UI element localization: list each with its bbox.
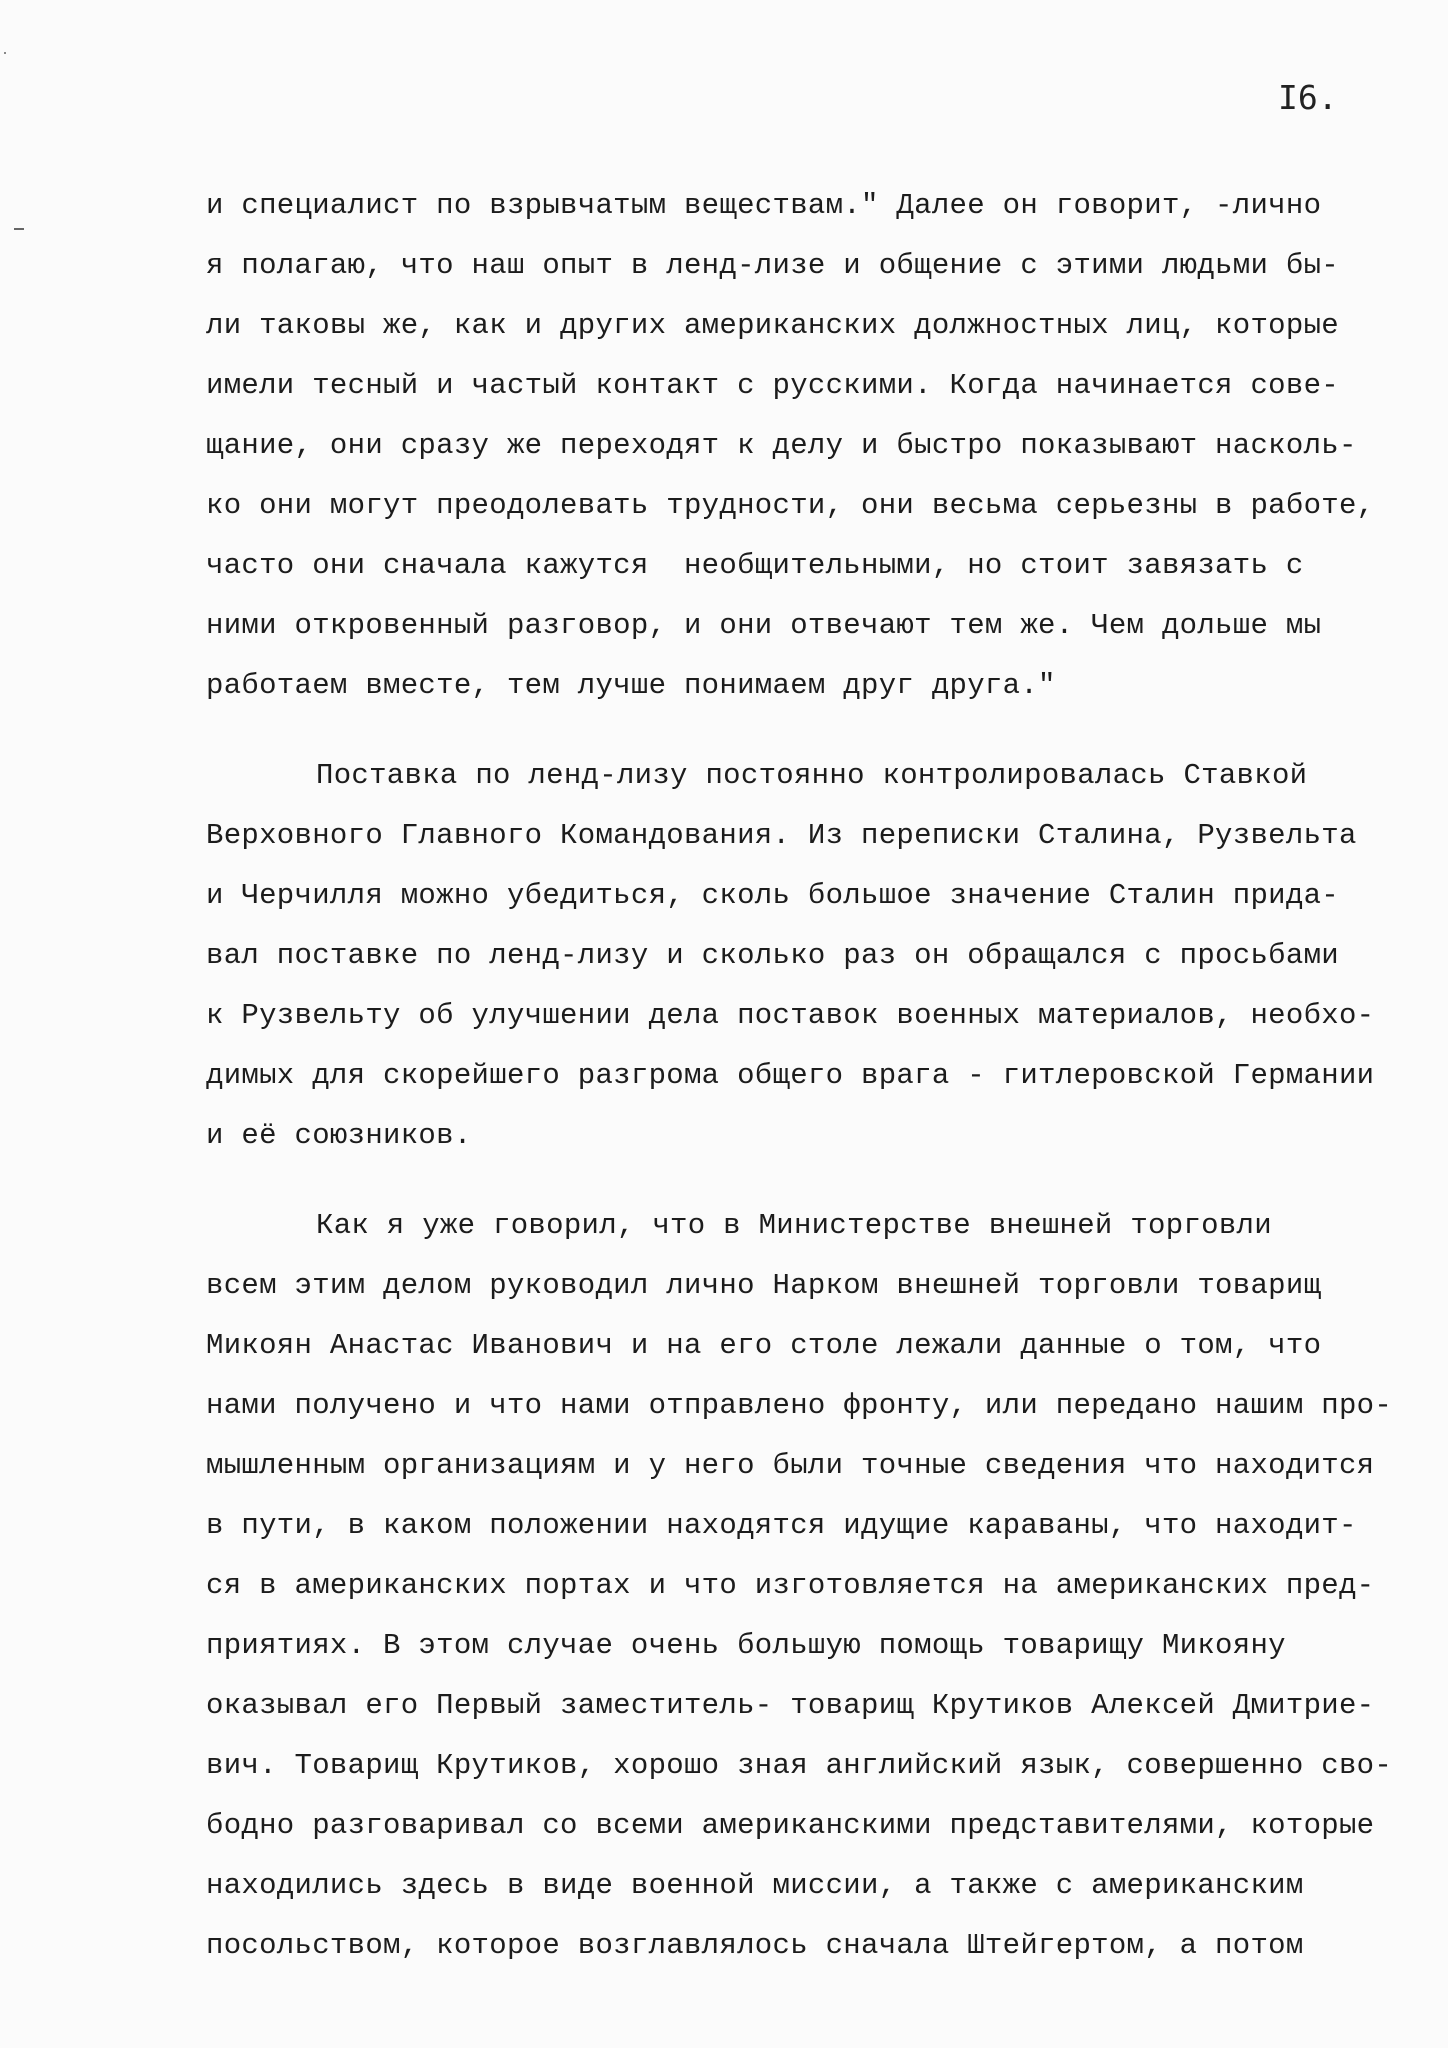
text-line: ли таковы же, как и других американских должностных лиц, которые [206, 309, 1339, 342]
text-line: ся в американских портах и что изготовляется на американских пред- [206, 1569, 1375, 1602]
margin-dot-mark [4, 52, 6, 54]
text-line: я полагаю, что наш опыт в ленд-лизе и общение с этими людьми бы- [206, 249, 1339, 282]
margin-dash-mark [14, 228, 24, 230]
text-line: Как я уже говорил, что в Министерстве внешней торговли [316, 1209, 1272, 1242]
text-line: вал поставке по ленд-лизу и сколько раз он обращался с просьбами [206, 939, 1339, 972]
text-line: и её союзников. [206, 1119, 472, 1152]
paragraph-2 [206, 746, 1436, 1166]
paragraph-1 [206, 176, 1436, 716]
text-line: и Черчилля можно убедиться, сколь большое значение Сталин прида- [206, 879, 1339, 912]
text-line: в пути, в каком положении находятся идущие караваны, что находит- [206, 1509, 1357, 1542]
text-line: щание, они сразу же переходят к делу и быстро показывают насколь- [206, 429, 1357, 462]
text-line: нами получено и что нами отправлено фронту, или передано нашим про- [206, 1389, 1393, 1422]
text-line: димых для скорейшего разгрома общего врага - гитлеровской Германии [206, 1059, 1375, 1092]
text-line: посольством, которое возглавлялось сначала Штейгертом, а потом [206, 1929, 1304, 1962]
text-line: имели тесный и частый контакт с русскими. Когда начинается сове- [206, 369, 1339, 402]
text-line: и специалист по взрывчатым веществам." Далее он говорит, -лично [206, 189, 1322, 222]
paragraph-gap [206, 716, 1436, 746]
text-line: находились здесь в виде военной миссии, а также с американским [206, 1869, 1304, 1902]
text-line: приятиях. В этом случае очень большую помощь товарищу Микояну [206, 1629, 1286, 1662]
text-line: мышленным организациям и у него были точные сведения что находится [206, 1449, 1375, 1482]
text-line: всем этим делом руководил лично Нарком внешней торговли товарищ [206, 1269, 1322, 1302]
text-line: Поставка по ленд-лизу постоянно контролировалась Ставкой [316, 759, 1308, 792]
text-line: часто они сначала кажутся необщительными, но стоит завязать с [206, 549, 1304, 582]
paragraph-3 [206, 1196, 1436, 1976]
text-line: к Рузвельту об улучшении дела поставок военных материалов, необхо- [206, 999, 1375, 1032]
text-line: ними откровенный разговор, и они отвечают тем же. Чем дольше мы [206, 609, 1322, 642]
text-line: бодно разговаривал со всеми американскими представителями, которые [206, 1809, 1375, 1842]
text-line: вич. Товарищ Крутиков, хорошо зная английский язык, совершенно сво- [206, 1749, 1393, 1782]
text-line: Микоян Анастас Иванович и на его столе лежали данные о том, что [206, 1329, 1322, 1362]
paragraph-gap [206, 1166, 1436, 1196]
text-line: работаем вместе, тем лучше понимаем друг друга." [206, 669, 1056, 702]
text-line: Верховного Главного Командования. Из переписки Сталина, Рузвельта [206, 819, 1357, 852]
document-body [206, 176, 1436, 1976]
page-number: I6. [1278, 78, 1338, 117]
text-line: ко они могут преодолевать трудности, они весьма серьезны в работе, [206, 489, 1375, 522]
text-line: оказывал его Первый заместитель- товарищ Крутиков Алексей Дмитрие- [206, 1689, 1375, 1722]
